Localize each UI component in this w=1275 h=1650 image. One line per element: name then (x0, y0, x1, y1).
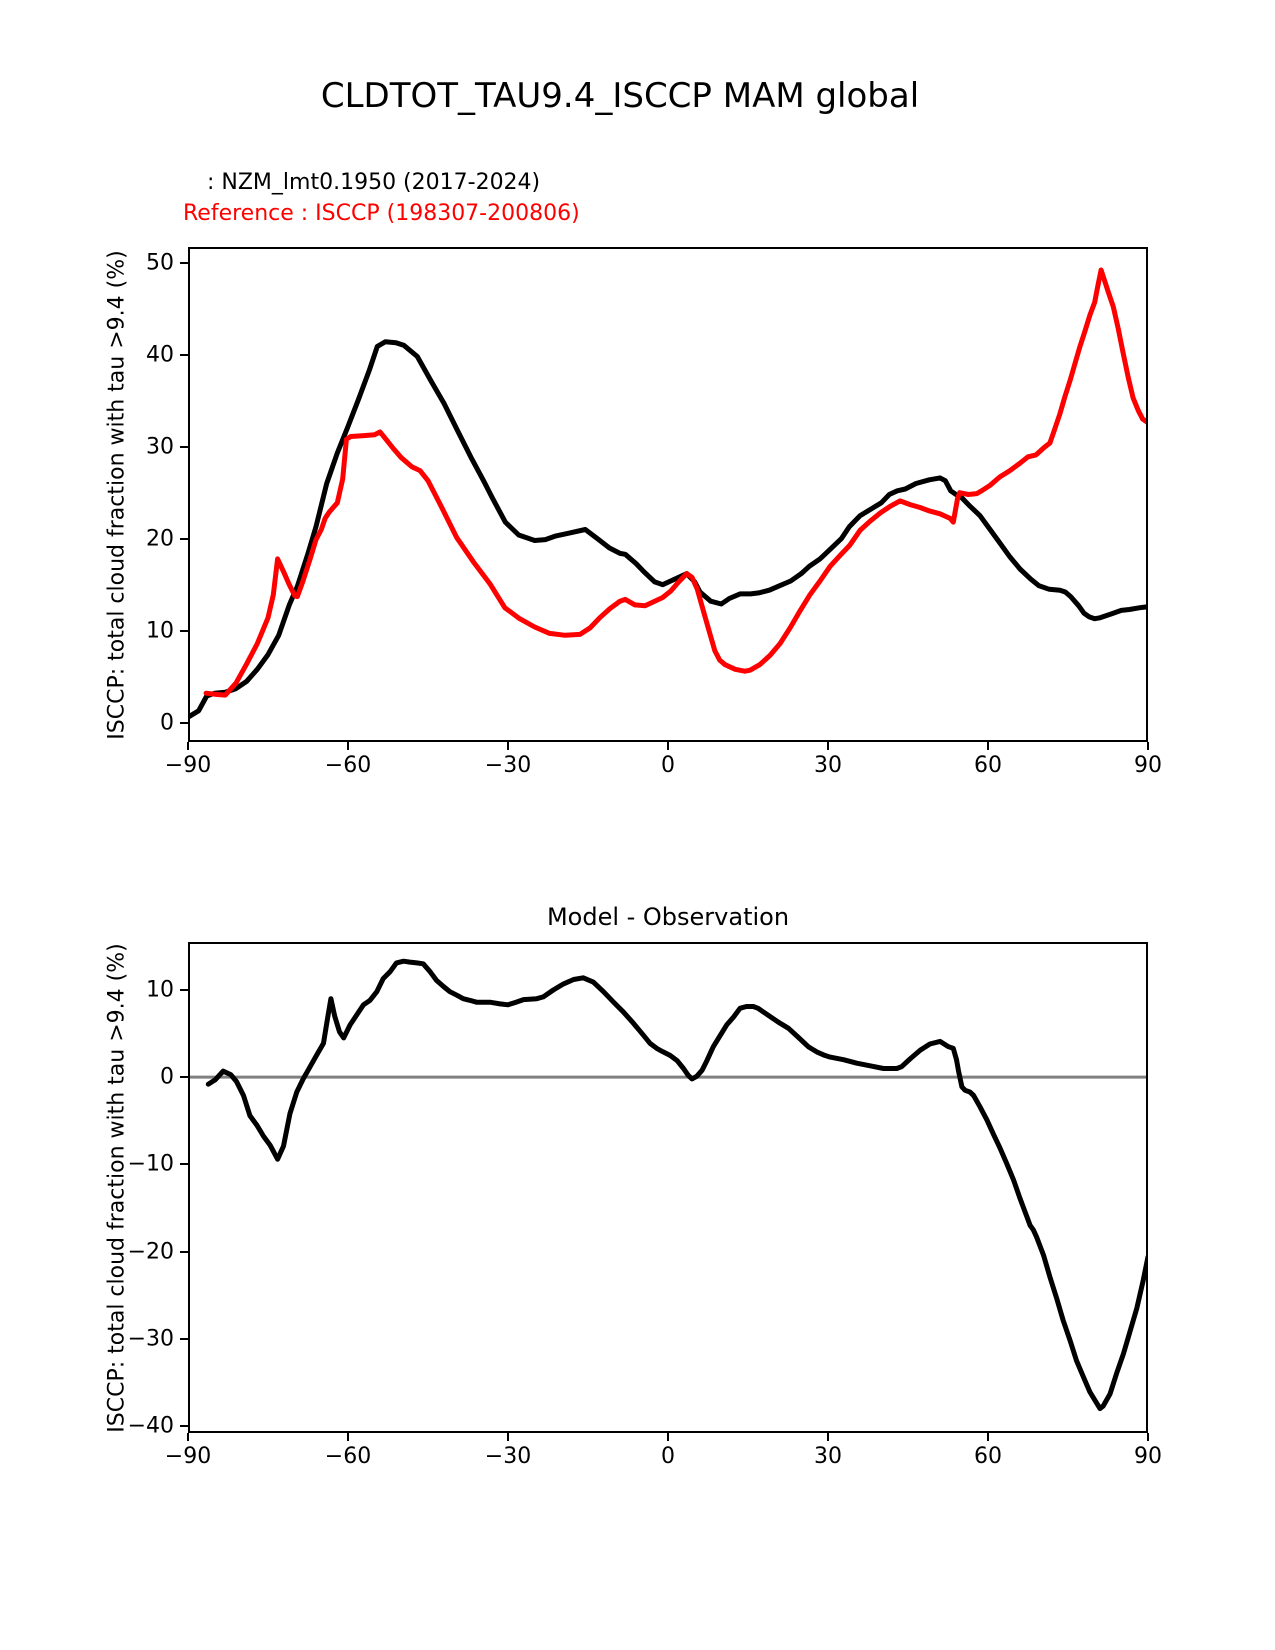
x-tick-label: −90 (164, 753, 212, 778)
y-tick-mark (180, 630, 188, 632)
diff-panel-title: Model - Observation (546, 903, 790, 931)
x-tick-mark (667, 1433, 669, 1441)
y-tick-label: 50 (146, 250, 174, 276)
y-tick-mark (180, 989, 188, 991)
x-tick-label: −30 (484, 753, 532, 778)
y-tick-label: 0 (160, 710, 174, 736)
x-tick-label: −60 (324, 753, 372, 778)
y-tick-label: −40 (127, 1413, 174, 1439)
chart-title: CLDTOT_TAU9.4_ISCCP MAM global (320, 76, 920, 116)
x-tick-label: 90 (1134, 1444, 1162, 1469)
y-tick-label: −10 (127, 1151, 174, 1177)
main-chart-plot-area (188, 247, 1148, 742)
legend-model-label: : NZM_lmt0.1950 (2017-2024) (207, 170, 541, 195)
y-tick-mark (180, 262, 188, 264)
x-tick-mark (987, 1433, 989, 1441)
series-line-nzm-lmt0-1950-2017-2024- (188, 342, 1148, 717)
main-y-axis-label: ISCCP: total cloud fraction with tau >9.4 (%) (104, 250, 130, 740)
x-tick-label: 60 (974, 753, 1002, 778)
x-tick-mark (827, 742, 829, 750)
legend-reference-label: Reference : ISCCP (198307-200806) (183, 201, 580, 226)
x-tick-mark (667, 742, 669, 750)
x-tick-mark (827, 1433, 829, 1441)
y-tick-label: 10 (146, 618, 174, 644)
x-tick-mark (507, 1433, 509, 1441)
y-tick-mark (180, 538, 188, 540)
x-tick-label: 0 (661, 753, 675, 778)
x-tick-label: 0 (661, 1444, 675, 1469)
x-tick-mark (347, 742, 349, 750)
y-tick-label: 10 (146, 977, 174, 1003)
y-tick-label: −30 (127, 1326, 174, 1352)
x-tick-label: 30 (814, 753, 842, 778)
series-line-model-observation (208, 961, 1148, 1408)
y-tick-mark (180, 1338, 188, 1340)
x-tick-mark (1147, 742, 1149, 750)
x-tick-label: −30 (484, 1444, 532, 1469)
y-tick-mark (180, 1251, 188, 1253)
series-line-isccp-198307-200806- (206, 270, 1148, 695)
x-tick-label: 60 (974, 1444, 1002, 1469)
y-tick-label: 30 (146, 434, 174, 460)
y-tick-label: 20 (146, 526, 174, 552)
y-tick-mark (180, 722, 188, 724)
y-tick-mark (180, 446, 188, 448)
x-tick-mark (507, 742, 509, 750)
y-tick-label: 0 (160, 1064, 174, 1090)
y-tick-mark (180, 1076, 188, 1078)
x-tick-mark (1147, 1433, 1149, 1441)
x-tick-label: −60 (324, 1444, 372, 1469)
diff-chart-plot-area (188, 942, 1148, 1433)
x-tick-mark (987, 742, 989, 750)
x-tick-label: 30 (814, 1444, 842, 1469)
axes-spines (189, 248, 1147, 741)
x-tick-label: 90 (1134, 753, 1162, 778)
y-tick-label: −20 (127, 1239, 174, 1265)
x-tick-mark (347, 1433, 349, 1441)
x-tick-label: −90 (164, 1444, 212, 1469)
diff-y-axis-label: ISCCP: total cloud fraction with tau >9.4 (%) (104, 943, 130, 1433)
y-tick-mark (180, 354, 188, 356)
y-tick-mark (180, 1163, 188, 1165)
x-tick-mark (187, 742, 189, 750)
y-tick-label: 40 (146, 342, 174, 368)
y-tick-mark (180, 1425, 188, 1427)
x-tick-mark (187, 1433, 189, 1441)
